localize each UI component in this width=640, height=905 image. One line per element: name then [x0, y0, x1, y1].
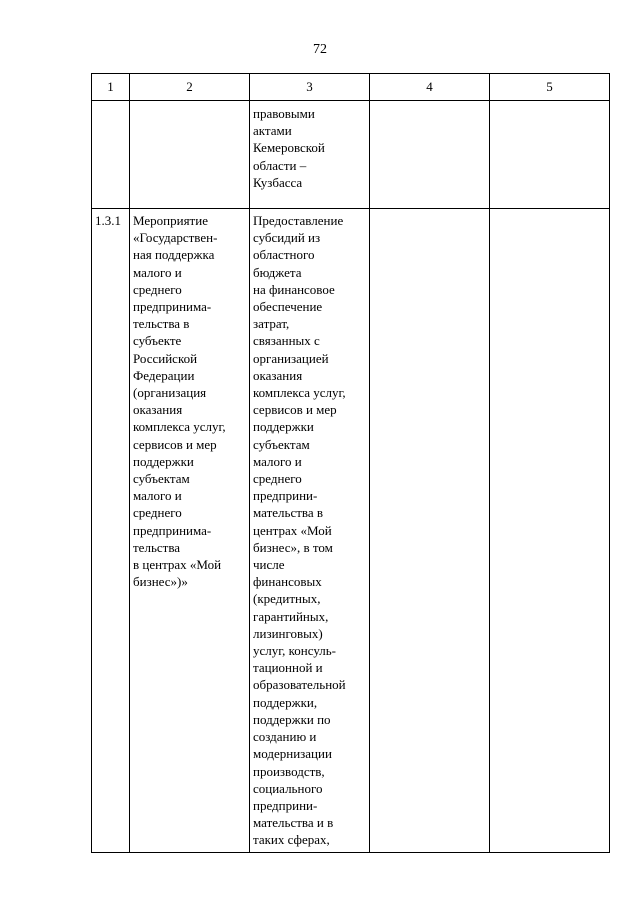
cell-event-name	[130, 101, 250, 209]
table-row	[92, 101, 610, 209]
column-header-4: 4	[370, 74, 490, 101]
column-header-3: 3	[250, 74, 370, 101]
cell-number	[92, 101, 130, 209]
table-row	[92, 209, 610, 853]
page-number: 72	[313, 42, 327, 57]
column-header-1: 1	[92, 74, 130, 101]
cell-description: правовыми актами Кемеровской области – Кузбасса	[250, 101, 370, 209]
cell-col5	[490, 101, 610, 209]
cell-event-name: Мероприятие «Государствен- ная поддержка малого и среднего предпринима- тельства в субъекте Российской Федерации (организация оказания комплекса услуг, сервисов и мер поддержки субъектам малого и среднего предпринима- тельства в центрах «Мой бизнес»)»	[130, 209, 250, 853]
column-header-5: 5	[490, 74, 610, 101]
cell-number: 1.3.1	[92, 209, 130, 853]
cell-col4	[370, 209, 490, 853]
cell-col5	[490, 209, 610, 853]
cell-col4	[370, 101, 490, 209]
table-header-row	[92, 74, 610, 101]
column-header-2: 2	[130, 74, 250, 101]
document-table	[91, 73, 610, 853]
cell-description: Предоставление субсидий из областного бюджета на финансовое обеспечение затрат, связанных с организацией оказания комплекса услуг, сервисов и мер поддержки субъектам малого и среднего предприни- мательства в центрах «Мой бизнес», в том числе финансовых (кредитных, гарантийных, лизинговых) услуг, консуль- тационной и образовательной поддержки, поддержки по созданию и модернизации производств, социального предприни- мательства и в таких сферах,	[250, 209, 370, 853]
